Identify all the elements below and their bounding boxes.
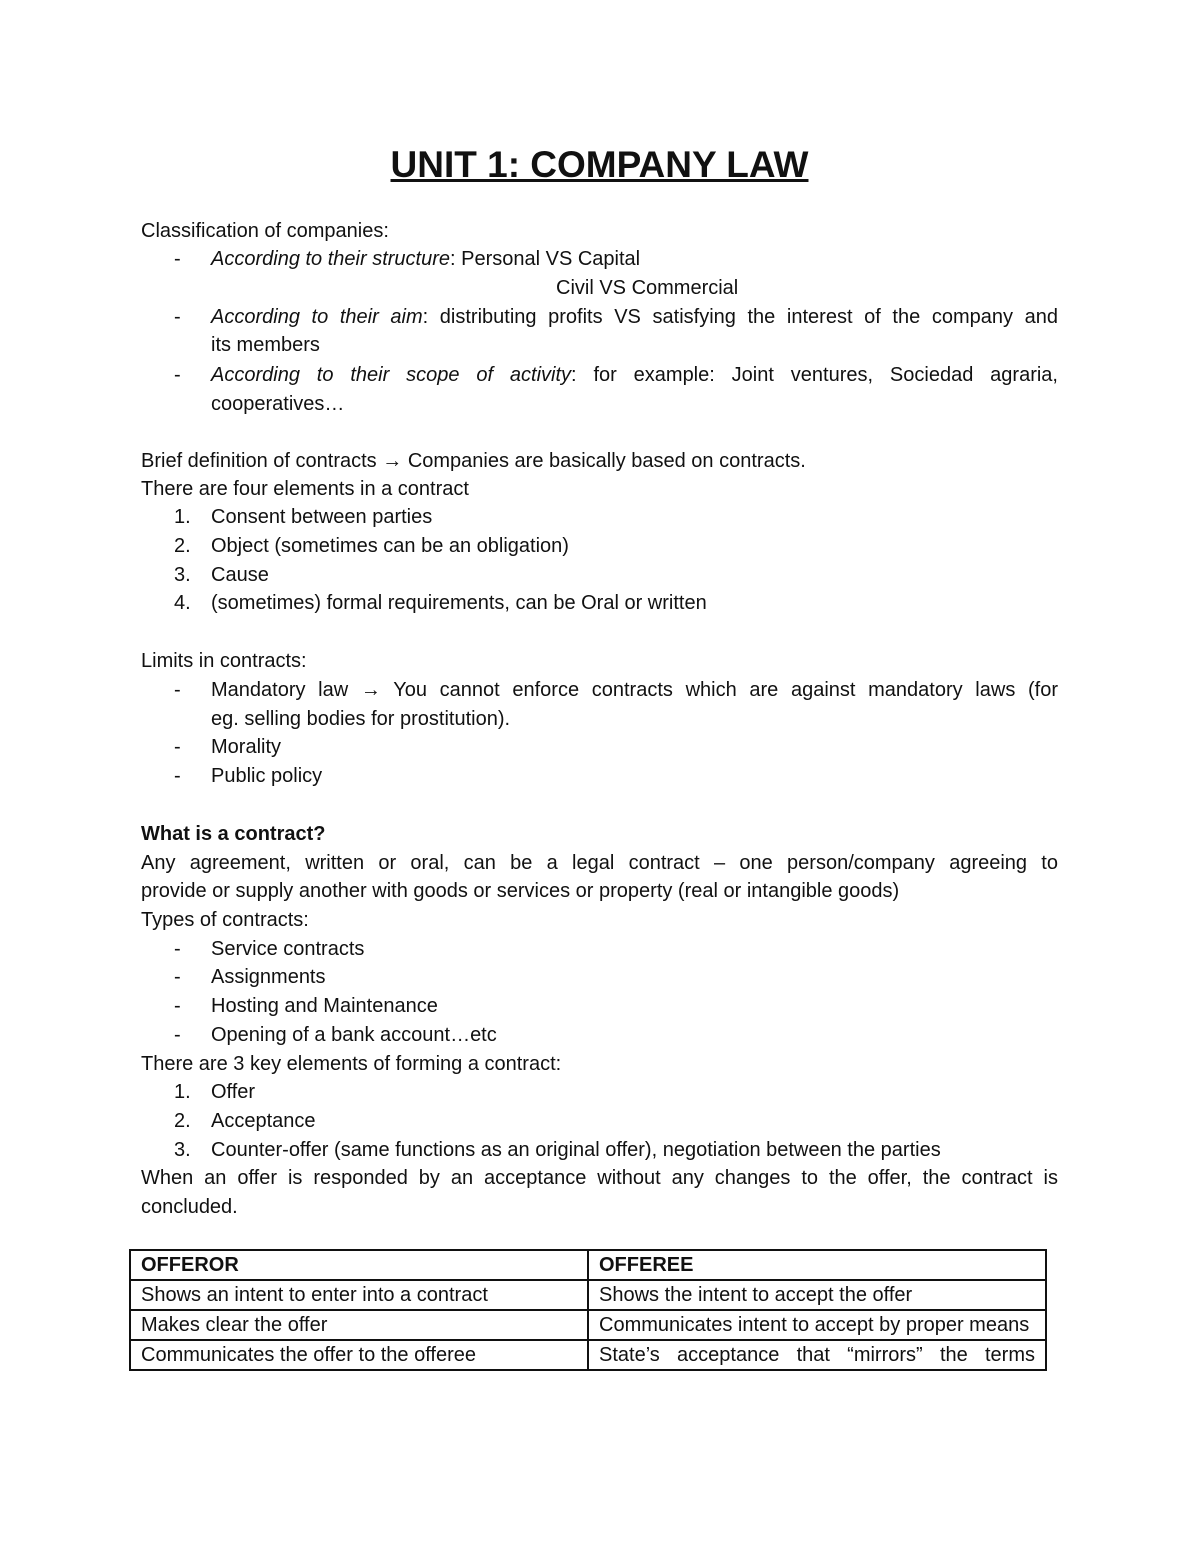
key-elements-heading: There are 3 key elements of forming a contract: xyxy=(141,1053,562,1075)
classification-item-scope-continuation: cooperatives… xyxy=(211,393,345,415)
arrow-icon: → xyxy=(382,450,403,472)
limits-item-morality: Morality xyxy=(211,736,282,758)
classification-item-structure-continuation: Civil VS Commercial xyxy=(556,277,739,299)
list-number: 1. xyxy=(174,506,191,528)
type-item: Service contracts xyxy=(211,938,365,960)
what-is-heading: What is a contract? xyxy=(141,823,326,845)
item-text: : Personal VS Capital xyxy=(450,248,641,270)
definition-rest: Companies are basically based on contracts. xyxy=(407,450,806,472)
limit-text: You cannot enforce contracts which are against mandatory laws (for xyxy=(393,679,1058,701)
list-number: 1. xyxy=(174,1081,191,1103)
definition-paragraph-line: Any agreement, written or oral, can be a legal contract – one person/company agreeing to xyxy=(141,852,1058,874)
item-text: : for example: Joint ventures, Sociedad agraria, xyxy=(571,364,1058,386)
list-number: 2. xyxy=(174,1110,191,1132)
bullet-marker: - xyxy=(174,938,181,960)
item-text: : distributing profits VS satisfying the interest of the company and xyxy=(422,306,1058,328)
bullet-marker: - xyxy=(174,364,181,386)
contract-definition-line xyxy=(141,447,806,475)
table-cell: State’s acceptance that “mirrors” the terms xyxy=(588,1340,1046,1370)
key-element-item: Counter-offer (same functions as an original offer), negotiation between the parties xyxy=(211,1139,941,1161)
table-cell: Shows an intent to enter into a contract xyxy=(130,1280,588,1310)
bullet-marker: - xyxy=(174,1024,181,1046)
page-title: UNIT 1: COMPANY LAW xyxy=(390,144,809,185)
item-label: According to their structure xyxy=(211,248,450,270)
bullet-marker: - xyxy=(174,736,181,758)
table-row xyxy=(130,1310,1046,1340)
type-item: Opening of a bank account…etc xyxy=(211,1024,497,1046)
definition-paragraph-line: provide or supply another with goods or services or property (real or intangible goods) xyxy=(141,880,900,902)
item-label: According to their aim xyxy=(211,306,423,328)
column-header-offeree: OFFEREE xyxy=(588,1250,1046,1280)
limits-heading: Limits in contracts: xyxy=(141,650,307,672)
element-item: Cause xyxy=(211,564,269,586)
classification-item-structure xyxy=(211,245,640,273)
four-elements-intro: There are four elements in a contract xyxy=(141,478,469,500)
limits-item-public-policy: Public policy xyxy=(211,765,323,787)
classification-item-scope xyxy=(211,361,1058,389)
element-item: (sometimes) formal requirements, can be Oral or written xyxy=(211,592,707,614)
bullet-marker: - xyxy=(174,966,181,988)
element-item: Consent between parties xyxy=(211,506,433,528)
item-label: According to their scope of activity xyxy=(211,364,572,386)
bullet-marker: - xyxy=(174,765,181,787)
column-header-offeror: OFFEROR xyxy=(130,1250,588,1280)
key-element-item: Offer xyxy=(211,1081,256,1103)
element-item: Object (sometimes can be an obligation) xyxy=(211,535,569,557)
classification-heading: Classification of companies: xyxy=(141,220,389,242)
list-number: 3. xyxy=(174,1139,191,1161)
bullet-marker: - xyxy=(174,306,181,328)
table-header-row xyxy=(130,1250,1046,1280)
conclusion-line: concluded. xyxy=(141,1196,238,1218)
classification-item-aim xyxy=(211,303,1058,331)
table-cell: Communicates intent to accept by proper means xyxy=(588,1310,1046,1340)
table-row xyxy=(130,1340,1046,1370)
limits-item-continuation: eg. selling bodies for prostitution). xyxy=(211,708,511,730)
types-heading: Types of contracts: xyxy=(141,909,309,931)
offer-comparison-table xyxy=(129,1249,1047,1371)
list-number: 4. xyxy=(174,592,191,614)
table-cell: Shows the intent to accept the offer xyxy=(588,1280,1046,1310)
list-number: 2. xyxy=(174,535,191,557)
limit-label: Mandatory law xyxy=(211,679,349,701)
type-item: Assignments xyxy=(211,966,326,988)
list-number: 3. xyxy=(174,564,191,586)
arrow-icon: → xyxy=(360,679,381,701)
classification-item-aim-continuation: its members xyxy=(211,334,320,356)
definition-lead: Brief definition of contracts xyxy=(141,450,377,472)
bullet-marker: - xyxy=(174,248,181,270)
bullet-marker: - xyxy=(174,679,181,701)
table-cell: Communicates the offer to the offeree xyxy=(130,1340,588,1370)
conclusion-line: When an offer is responded by an acceptance without any changes to the offer, the contract is xyxy=(141,1167,1058,1189)
table-row xyxy=(130,1280,1046,1310)
type-item: Hosting and Maintenance xyxy=(211,995,438,1017)
table-cell: Makes clear the offer xyxy=(130,1310,588,1340)
bullet-marker: - xyxy=(174,995,181,1017)
limits-item-mandatory-law xyxy=(211,676,1058,704)
key-element-item: Acceptance xyxy=(211,1110,316,1132)
